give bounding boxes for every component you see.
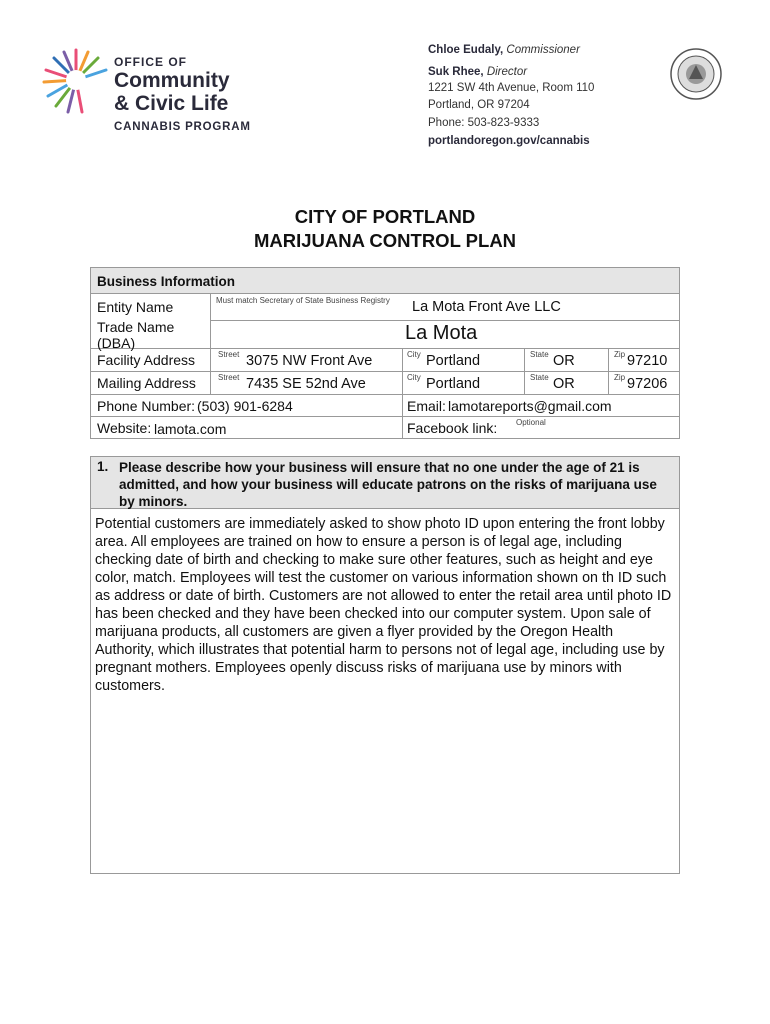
entity-name-hint: Must match Secretary of State Business Registry <box>216 296 390 305</box>
phone-number-label: Phone Number: <box>97 398 196 414</box>
city-hint: City <box>407 350 421 359</box>
zip-hint: Zip <box>614 373 626 382</box>
mailing-city-field[interactable]: Portland <box>426 376 481 392</box>
divider <box>402 348 403 438</box>
section-title: Business Information <box>97 274 236 289</box>
email-field[interactable]: lamotareports@gmail.com <box>448 398 612 414</box>
logo-line-office: OFFICE OF <box>114 55 187 69</box>
mailing-state-field[interactable]: OR <box>553 376 575 392</box>
street-hint: Street <box>218 350 240 359</box>
street-hint: Street <box>218 373 240 382</box>
director-line: Suk Rhee, Director <box>428 66 528 78</box>
divider <box>524 348 525 394</box>
divider <box>91 416 679 417</box>
logo-line-cannabis-program: CANNABIS PROGRAM <box>114 121 251 133</box>
logo-line-civic-life: & Civic Life <box>114 92 229 115</box>
business-info-header <box>91 268 679 294</box>
mailing-street-field[interactable]: 7435 SE 52nd Ave <box>246 376 366 392</box>
facility-state-field[interactable]: OR <box>553 353 575 369</box>
city-seal-icon <box>669 47 723 101</box>
website-field[interactable]: lamota.com <box>154 421 227 437</box>
zip-hint: Zip <box>614 350 626 359</box>
mailing-zip-field[interactable]: 97206 <box>627 376 668 392</box>
question-1-header <box>91 457 679 509</box>
website-link[interactable]: portlandoregon.gov/cannabis <box>428 135 590 147</box>
facility-address-label: Facility Address <box>97 352 196 368</box>
website-label: Website: <box>97 420 152 436</box>
city-hint: City <box>407 373 421 382</box>
mailing-address-label: Mailing Address <box>97 375 196 391</box>
divider <box>210 320 679 321</box>
email-label: Email: <box>407 398 446 414</box>
divider <box>91 394 679 395</box>
state-hint: State <box>530 373 549 382</box>
divider <box>210 294 211 394</box>
trade-name-field[interactable]: La Mota <box>405 322 478 344</box>
divider <box>91 371 679 372</box>
facility-street-field[interactable]: 3075 NW Front Ave <box>246 353 373 369</box>
divider <box>608 348 609 394</box>
divider <box>91 348 679 349</box>
dba-label: (DBA) <box>97 335 136 351</box>
entity-name-field[interactable]: La Mota Front Ave LLC <box>412 299 561 315</box>
phone-number-field[interactable]: (503) 901-6284 <box>197 398 293 414</box>
entity-name-label: Entity Name <box>97 299 174 315</box>
document-title-line-1: CITY OF PORTLAND <box>294 206 476 227</box>
community-logo-icon <box>40 44 112 116</box>
question-text: Please describe how your business will ensure that no one under the age of 21 is admitted, and how your business will educate patrons on the risks of marijuana use by minors. <box>119 460 657 509</box>
facility-city-field[interactable]: Portland <box>426 353 481 369</box>
facility-zip-field[interactable]: 97210 <box>627 353 668 369</box>
address-line-2: Portland, OR 97204 <box>428 99 530 111</box>
question-number: 1. <box>97 459 109 474</box>
commissioner-line: Chloe Eudaly, Commissioner <box>428 44 580 56</box>
logo-line-community: Community <box>114 69 230 92</box>
state-hint: State <box>530 350 549 359</box>
phone-line: Phone: 503-823-9333 <box>428 117 540 129</box>
document-title-line-2: MARIJUANA CONTROL PLAN <box>253 230 517 251</box>
address-line-1: 1221 SW 4th Avenue, Room 110 <box>428 82 595 94</box>
facebook-optional-hint: Optional <box>516 418 546 427</box>
facebook-field[interactable] <box>560 420 670 436</box>
facebook-label: Facebook link: <box>407 420 498 436</box>
question-1-answer-field[interactable]: Potential customers are immediately asked to show photo ID upon entering the front lobby area. All employees are trained on how to ensure a person is of legal age, including checking date of birth and checking to make sure other features, such as height and eye color, match. Employees will test the customer on various information shown on th ID such as address or date of birth. Customers are not allowed to enter the retail area until photo ID has been checked and they have been checked into our computer system. Upon sale of marijuana products, all customers are given a flyer provided by the Oregon Health Authority, which illustrates that potential harm to persons not of legal age, including use by pregnant mothers. Employees openly discuss risks of marijuana use by minors with customers. <box>95 516 672 694</box>
trade-name-label: Trade Name <box>97 319 175 335</box>
